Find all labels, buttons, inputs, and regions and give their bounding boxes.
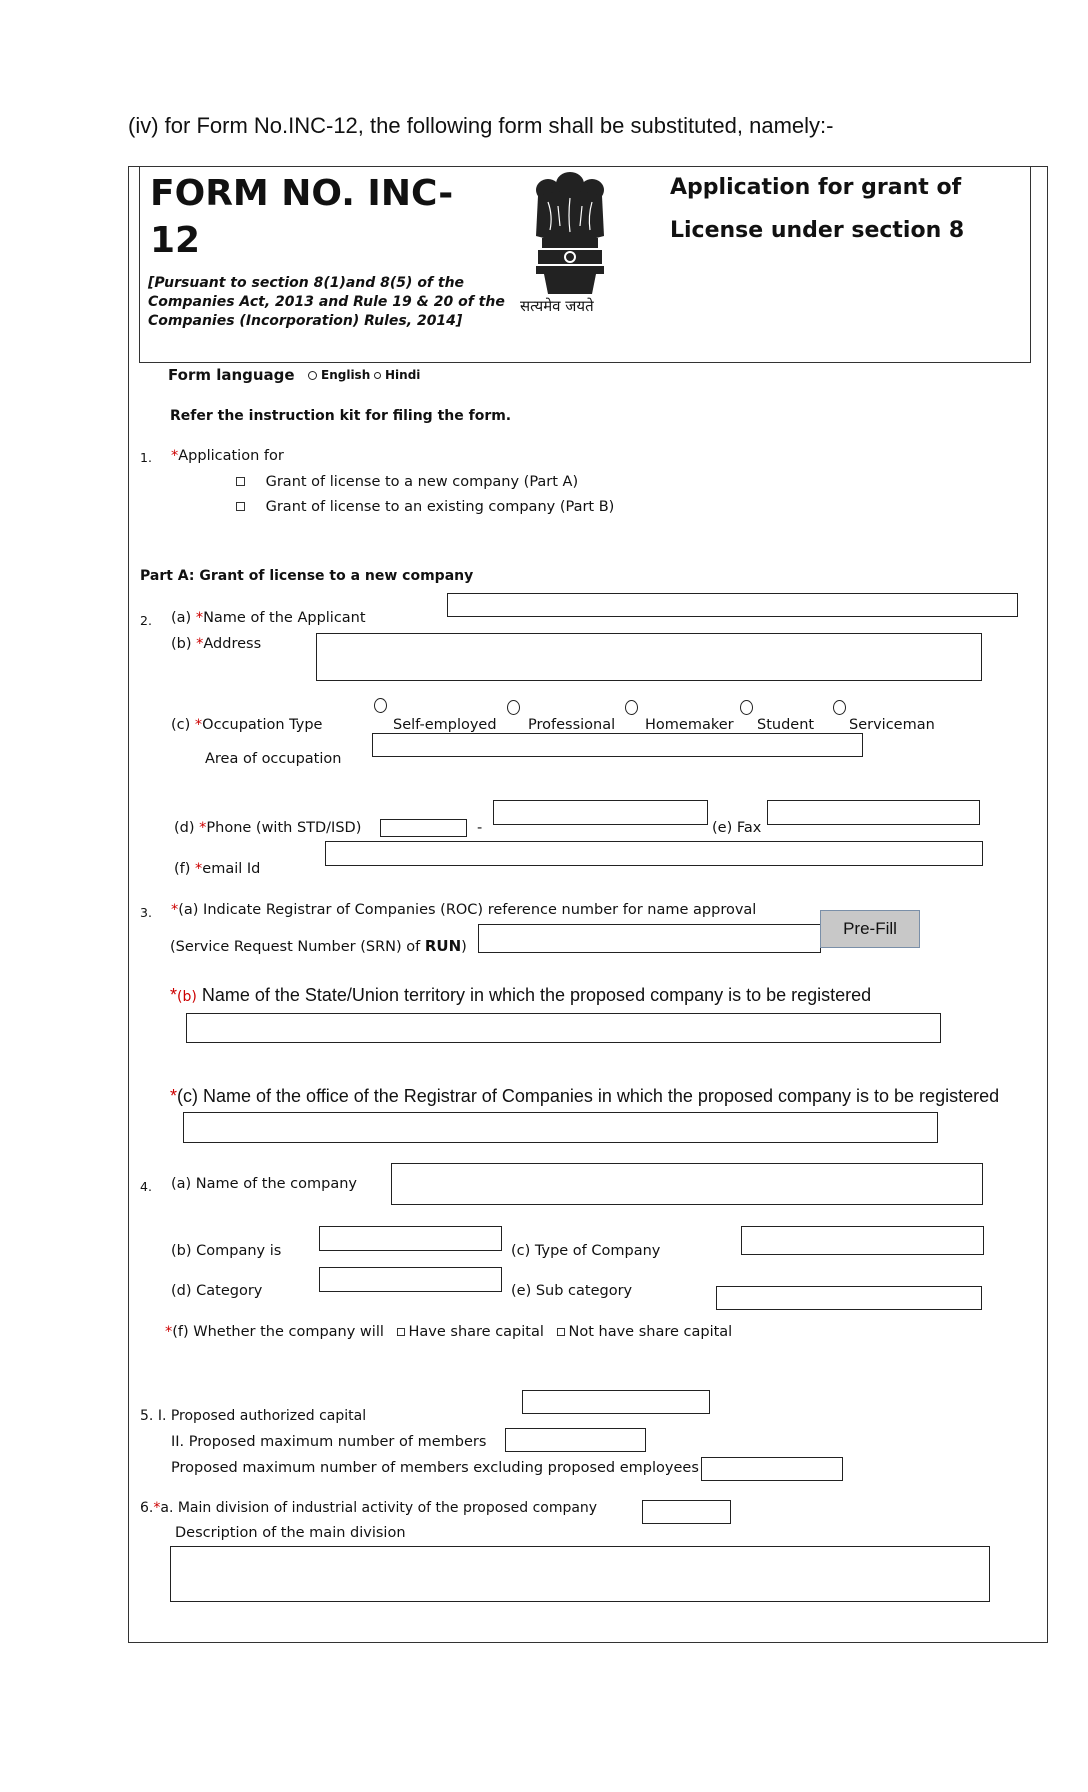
required-mark: * — [153, 1500, 161, 1516]
fax-input[interactable] — [767, 800, 980, 825]
national-emblem-icon — [508, 166, 632, 316]
language-option-english[interactable] — [308, 368, 370, 382]
max-members-input[interactable] — [505, 1428, 646, 1452]
q2f-text: email Id — [202, 861, 261, 877]
language-option-hindi[interactable] — [374, 368, 420, 382]
q6-number: 6. — [140, 1500, 154, 1516]
q2b-text: Address — [203, 636, 262, 652]
srn-label — [170, 937, 467, 955]
srn-input[interactable] — [478, 924, 821, 953]
radio-professional[interactable] — [507, 700, 520, 715]
q1-option-existing-label: Grant of license to an existing company (Part B) — [265, 499, 615, 515]
pre-fill-button[interactable]: Pre-Fill — [820, 910, 920, 948]
company-type-input[interactable] — [741, 1226, 984, 1255]
required-mark: * — [171, 902, 179, 918]
q2f-label — [174, 861, 260, 877]
have-share-capital-label: Have share capital — [408, 1324, 544, 1340]
q1-label-text: Application for — [178, 448, 284, 464]
main-division-description-input[interactable] — [170, 1546, 990, 1602]
occupation-student-label: Student — [757, 717, 815, 733]
q4f-label — [165, 1324, 732, 1340]
occupation-self-employed-label: Self-employed — [393, 717, 497, 733]
fax-label: (e) Fax — [712, 820, 762, 836]
occupation-professional-label: Professional — [528, 717, 616, 733]
q2c-text: Occupation Type — [202, 717, 323, 733]
q5iii-label: Proposed maximum number of members excluding proposed employees — [171, 1460, 699, 1476]
q2-number: 2. — [140, 613, 152, 628]
q2c-prefix: (c) — [171, 717, 191, 733]
q4e-label: (e) Sub category — [511, 1283, 633, 1299]
pursuant-text: [Pursuant to section 8(1)and 8(5) of the Companies Act, 2013 and Rule 19 & 20 of the Companies (Incorporation) Rules, 2014] — [148, 275, 505, 329]
required-mark: * — [171, 448, 179, 464]
checkbox-new-company[interactable] — [236, 477, 245, 486]
q2b-label — [171, 636, 261, 652]
industrial-activity-input[interactable] — [642, 1500, 731, 1524]
q2b-prefix: (b) — [171, 636, 192, 652]
q1-option-existing[interactable] — [236, 499, 614, 515]
required-mark: * — [170, 985, 178, 1005]
q3a-text: (a) Indicate Registrar of Companies (ROC) reference number for name approval — [178, 902, 757, 918]
state-input[interactable] — [186, 1013, 941, 1043]
q2f-prefix: (f) — [174, 861, 191, 877]
q3c-text: (c) Name of the office of the Registrar of Companies in which the proposed company is to be registered — [177, 1086, 1000, 1106]
company-is-input[interactable] — [319, 1226, 502, 1251]
occupation-homemaker-label: Homemaker — [645, 717, 734, 733]
radio-english[interactable] — [308, 371, 317, 380]
q3b-prefix: (b) — [177, 989, 197, 1005]
srn-label-text: (Service Request Number (SRN) of — [170, 939, 421, 955]
q2d-prefix: (d) — [174, 820, 195, 836]
q3b-text: Name of the State/Union territory in which the proposed company is to be registered — [201, 985, 872, 1005]
srn-run-text: RUN — [424, 937, 462, 955]
q4d-label: (d) Category — [171, 1283, 263, 1299]
q1-option-new[interactable] — [236, 474, 578, 490]
area-of-occupation-label: Area of occupation — [205, 751, 342, 767]
phone-number-input[interactable] — [493, 800, 708, 825]
form-language-label: Form language — [168, 366, 295, 384]
q2d-label — [174, 820, 361, 836]
language-hindi-label: Hindi — [385, 368, 421, 382]
form-number: FORM NO. INC-12 — [150, 173, 454, 261]
radio-hindi[interactable] — [374, 372, 381, 379]
q4c-label: (c) Type of Company — [511, 1243, 661, 1259]
part-a-heading: Part A: Grant of license to a new company — [140, 568, 474, 584]
q4b-label: (b) Company is — [171, 1243, 282, 1259]
applicant-name-input[interactable] — [447, 593, 1018, 617]
required-mark: * — [170, 1086, 178, 1106]
required-mark: * — [194, 717, 203, 733]
language-english-label: English — [321, 368, 371, 382]
email-input[interactable] — [325, 841, 983, 866]
intro-text: (iv) for Form No.INC-12, the following form shall be substituted, namely:- — [128, 113, 834, 138]
required-mark: * — [165, 1324, 173, 1340]
address-input[interactable] — [316, 633, 982, 681]
checkbox-have-share-capital[interactable] — [397, 1328, 405, 1336]
q6a-text: a. Main division of industrial activity of the proposed company — [160, 1500, 598, 1516]
q3b-label — [170, 985, 871, 1006]
category-input[interactable] — [319, 1267, 502, 1292]
q4a-label: (a) Name of the company — [171, 1176, 358, 1192]
q3c-label — [170, 1086, 999, 1107]
q5-number: 5. — [140, 1408, 154, 1424]
max-members-excl-input[interactable] — [701, 1457, 843, 1481]
company-name-input[interactable] — [391, 1163, 983, 1205]
q3a-label — [171, 902, 756, 918]
q5-label — [140, 1408, 366, 1424]
instruction-note: Refer the instruction kit for filing the form. — [170, 408, 512, 424]
radio-homemaker[interactable] — [625, 700, 638, 715]
phone-dash: - — [477, 820, 483, 836]
phone-std-input[interactable] — [380, 819, 467, 837]
form-title: Application for grant of License under section 8 — [670, 175, 965, 243]
srn-close: ) — [461, 939, 467, 955]
q6-desc-label: Description of the main division — [175, 1525, 406, 1541]
q4-number: 4. — [140, 1179, 152, 1194]
q1-label — [171, 448, 284, 464]
required-mark: * — [195, 610, 204, 626]
area-of-occupation-input[interactable] — [372, 733, 863, 757]
q2d-text: Phone (with STD/ISD) — [206, 820, 362, 836]
q2a-label — [171, 610, 366, 626]
authorized-capital-input[interactable] — [522, 1390, 710, 1414]
q2c-label — [171, 717, 322, 733]
checkbox-existing-company[interactable] — [236, 502, 245, 511]
occupation-serviceman-label: Serviceman — [849, 717, 935, 733]
required-mark: * — [195, 861, 203, 877]
not-have-share-capital-label: Not have share capital — [568, 1324, 733, 1340]
radio-student[interactable] — [740, 700, 753, 715]
q5ii-label: II. Proposed maximum number of members — [171, 1434, 487, 1450]
roc-office-input[interactable] — [183, 1112, 938, 1143]
q4f-text: (f) Whether the company will — [172, 1324, 384, 1340]
q1-option-new-label: Grant of license to a new company (Part A) — [265, 474, 579, 490]
sub-category-input[interactable] — [716, 1286, 982, 1310]
q3-number: 3. — [140, 905, 152, 920]
q5i-text: I. Proposed authorized capital — [157, 1408, 367, 1424]
required-mark: * — [199, 820, 207, 836]
q6-label — [140, 1500, 597, 1516]
emblem-motto: सत्यमेव जयते — [520, 297, 594, 315]
q2a-prefix: (a) — [171, 610, 192, 626]
required-mark: * — [196, 636, 204, 652]
q1-number: 1. — [140, 450, 152, 465]
radio-self-employed[interactable] — [374, 698, 387, 713]
checkbox-not-have-share-capital[interactable] — [557, 1328, 565, 1336]
q2a-text: Name of the Applicant — [203, 610, 366, 626]
radio-serviceman[interactable] — [833, 700, 846, 715]
